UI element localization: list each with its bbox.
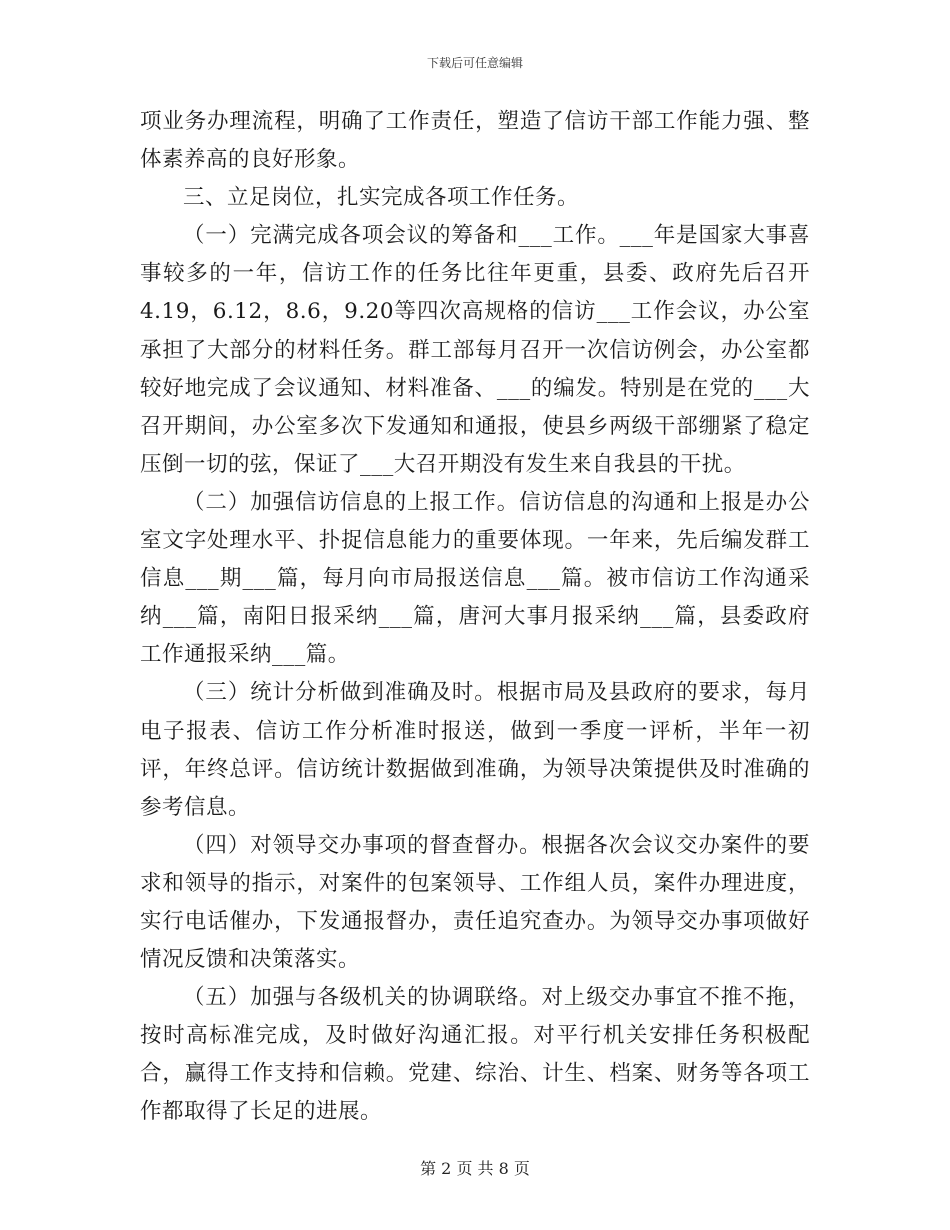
paragraph-item-1: （一）完满完成各项会议的筹备和___工作。___年是国家大事喜事较多的一年，信访工作的任务比往年更重，县委、政府先后召开4.19，6.12，8.6，9.20等四次高规格的信访___工作会议，办公室承担了大部分的材料任务。群工部每月召开一次信访例会，办公室都较好地完成了会议通知、材料准备、___的编发。特别是在党的___大召开期间，办公室多次下发通知和通报，使县乡两级干部绷紧了稳定压倒一切的弦，保证了___大召开期没有发生来自我县的干扰。: [140, 223, 810, 477]
document-body: [140, 103, 810, 1132]
paragraph-item-2: （二）加强信访信息的上报工作。信访信息的沟通和上报是办公室文字处理水平、扑捉信息能力的重要体现。一年来，先后编发群工信息___期___篇，每月向市局报送信息___篇。被市信访工作沟通采纳___篇，南阳日报采纳___篇，唐河大事月报采纳___篇，县委政府工作通报采纳___篇。: [140, 489, 810, 668]
page-number-footer: 第 2 页 共 8 页: [420, 1159, 530, 1178]
paragraph-item-5: （五）加强与各级机关的协调联络。对上级交办事宜不推不拖，按时高标准完成，及时做好沟通汇报。对平行机关安排任务积极配合，赢得工作支持和信赖。党建、综治、计生、档案、财务等各项工作都取得了长足的进展。: [140, 985, 810, 1125]
paragraph-item-4: （四）对领导交办事项的督查督办。根据各次会议交办案件的要求和领导的指示，对案件的包案领导、工作组人员，案件办理进度，实行电话催办，下发通报督办，责任追究查办。为领导交办事项做好情况反馈和决策落实。: [140, 832, 810, 973]
page-header-note: 下载后可任意编辑: [426, 56, 523, 70]
paragraph-continuation: 项业务办理流程，明确了工作责任，塑造了信访干部工作能力强、整体素养高的良好形象。: [140, 109, 810, 173]
paragraph-item-3: （三）统计分析做到准确及时。根据市局及县政府的要求，每月电子报表、信访工作分析准时报送，做到一季度一评析，半年一初评，年终总评。信访统计数据做到准确，为领导决策提供及时准确的参考信息。: [140, 680, 810, 820]
section-heading: 三、立足岗位，扎实完成各项工作任务。: [183, 185, 580, 211]
